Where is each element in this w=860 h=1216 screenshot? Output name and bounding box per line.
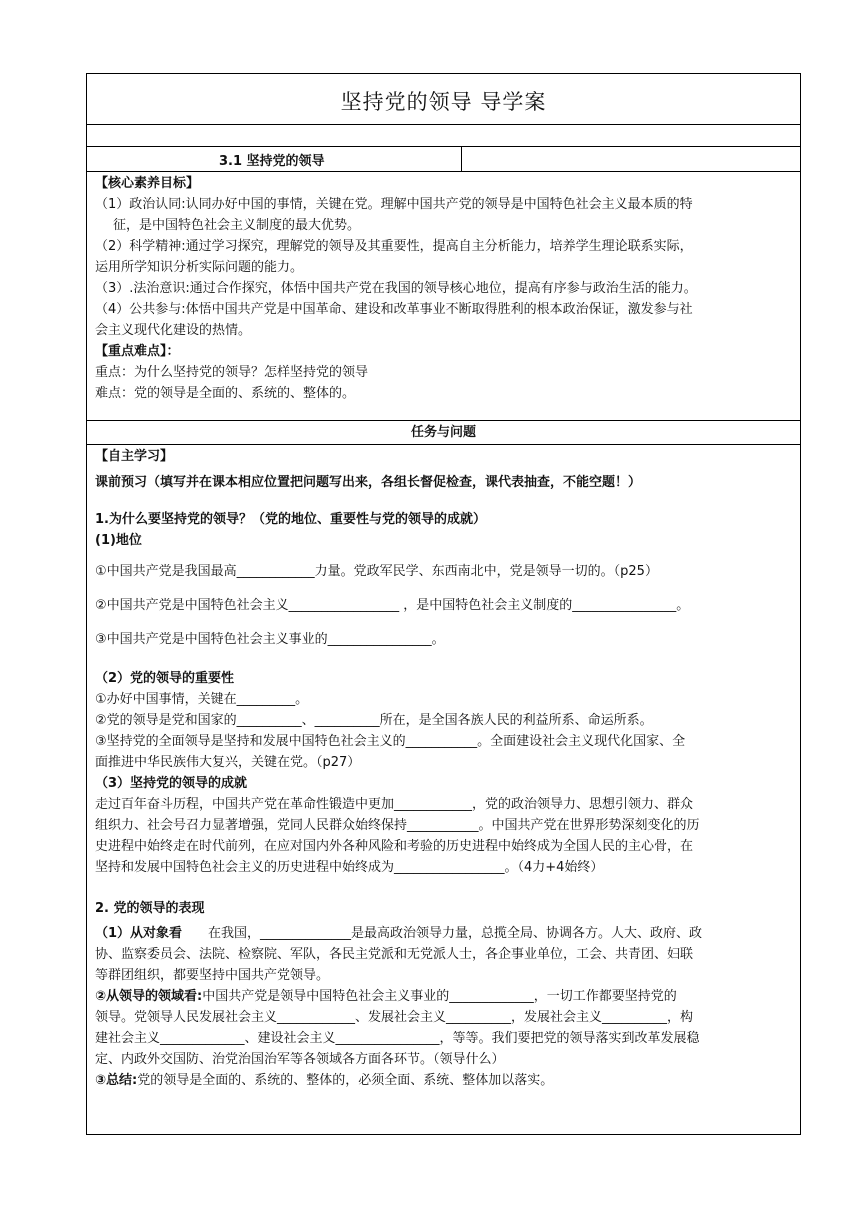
worksheet-table	[86, 73, 801, 1135]
question-1-2: （2）党的领导的重要性	[95, 671, 235, 686]
fill-blank-line: 走过百年奋斗历程，中国共产党在革命性锻造中更加____________，党的政治领导力、思想引领力、群众	[95, 797, 694, 812]
core-goal-line: （1）政治认同:认同办好中国的事情，关键在党。理解中国共产党的领导是中国特色社会主义最本质的特	[95, 197, 693, 212]
difficult-point-line: 难点：党的领导是全面的、系统的、整体的。	[95, 386, 356, 401]
fill-blank-line: 协、监察委员会、法院、检察院、军队，各民主党派和无党派人士，各企事业单位，工会、共青团、妇联	[95, 947, 694, 962]
fill-blank-line: 定、内政外交国防、治党治国治军等各领域各方面各环节。（领导什么）	[95, 1052, 505, 1067]
core-goals-heading: 【核心素养目标】	[95, 176, 200, 191]
fill-blank-line: ②中国共产党是中国特色社会主义_________________ ，是中国特色社会主义制度的________________。	[95, 598, 690, 613]
question-1-1: (1)地位	[95, 533, 142, 548]
fill-blank-line: 坚持和发展中国特色社会主义的历史进程中始终成为_________________。（4力+4始终）	[95, 860, 604, 875]
self-study-heading: 【自主学习】	[95, 449, 174, 464]
fill-blank-line: ③坚持党的全面领导是坚持和发展中国特色社会主义的___________。全面建设社会主义现代化国家、全	[95, 734, 686, 749]
fill-blank-line: 建社会主义_____________、建设社会主义________________，等等。我们要把党的领导落实到改革发展稳	[95, 1031, 700, 1046]
fill-blank-text: 中国共产党是领导中国特色社会主义事业的_____________，一切工作都要坚持党的	[202, 989, 677, 1004]
row-divider	[87, 444, 800, 445]
page-title: 坚持党的领导 导学案	[340, 90, 547, 114]
question-2: 2. 党的领导的表现	[95, 901, 205, 916]
key-points-heading: 【重点难点】：	[95, 344, 180, 359]
core-goal-line: （3）.法治意识:通过合作探究，体悟中国共产党在我国的领导核心地位，提高有序参与政治生活的能力。	[95, 281, 697, 296]
fill-blank-line: ③中国共产党是中国特色社会主义事业的________________。	[95, 632, 445, 647]
core-goal-line: 会主义现代化建设的热情。	[95, 323, 252, 338]
fill-blank-line: 史进程中始终走在时代前列，在应对国内外各种风险和考验的历史进程中始终成为全国人民的主心骨，在	[95, 839, 694, 854]
self-study-block	[95, 446, 794, 1091]
core-goal-line: （2）科学精神:通过学习探究，理解党的领导及其重要性，提高自主分析能力，培养学生理论联系实际，	[95, 239, 693, 254]
fill-blank-text: 在我国，______________是最高政治领导力量，总揽全局、协调各方。人大、政府、政	[182, 926, 703, 941]
core-goal-line: 运用所学知识分析实际问题的能力。	[95, 260, 304, 275]
row-divider	[87, 124, 800, 125]
fill-blank-line: 等群团组织，都要坚持中国共产党领导。	[95, 968, 330, 983]
fill-blank-line	[95, 923, 794, 944]
fill-blank-line: ①中国共产党是我国最高____________力量。党政军民学、东西南北中，党是领导一切的。（p25）	[95, 564, 658, 579]
question-1: 1.为什么要坚持党的领导？（党的地位、重要性与党的领导的成就）	[95, 512, 486, 527]
tasks-header: 任务与问题	[410, 425, 476, 440]
column-divider	[461, 146, 462, 171]
subsection-label: ②从领导的领域看:	[95, 989, 203, 1004]
key-point-line: 重点：为什么坚持党的领导？怎样坚持党的领导	[95, 365, 369, 380]
fill-blank-line: ②党的领导是党和国家的__________、__________所在，是全国各族人民的利益所系、命运所系。	[95, 713, 653, 728]
summary-text: 党的领导是全面的、系统的、整体的，必须全面、系统、整体加以落实。	[137, 1073, 554, 1088]
section-label: 3.1 坚持党的领导	[219, 154, 325, 169]
subsection-label: ③总结:	[95, 1073, 138, 1088]
subsection-label: （1）从对象看	[95, 926, 183, 941]
fill-blank-line: ①办好中国事情，关键在_________。	[95, 692, 309, 707]
summary-line	[95, 1070, 794, 1091]
question-1-3: （3）坚持党的领导的成就	[95, 776, 248, 791]
row-divider	[87, 146, 800, 147]
fill-blank-line: 面推进中华民族伟大复兴，关键在党。（p27）	[95, 755, 361, 770]
row-divider	[87, 420, 800, 421]
core-goal-line: （4）公共参与:体悟中国共产党是中国革命、建设和改革事业不断取得胜利的根本政治保证，激发参与社	[95, 302, 693, 317]
fill-blank-line: 组织力、社会号召力显著增强，党同人民群众始终保持___________。中国共产党在世界形势深刻变化的历	[95, 818, 700, 833]
preview-instruction: 课前预习（填写并在课本相应位置把问题写出来，各组长督促检查，课代表抽查，不能空题！）	[95, 475, 642, 490]
fill-blank-line	[95, 986, 794, 1007]
core-goals-block	[95, 173, 794, 404]
row-divider	[87, 171, 800, 172]
fill-blank-line: 领导。党领导人民发展社会主义____________、发展社会主义__________，发展社会主义__________，构	[95, 1010, 694, 1025]
core-goal-line: 征，是中国特色社会主义制度的最大优势。	[113, 218, 361, 233]
